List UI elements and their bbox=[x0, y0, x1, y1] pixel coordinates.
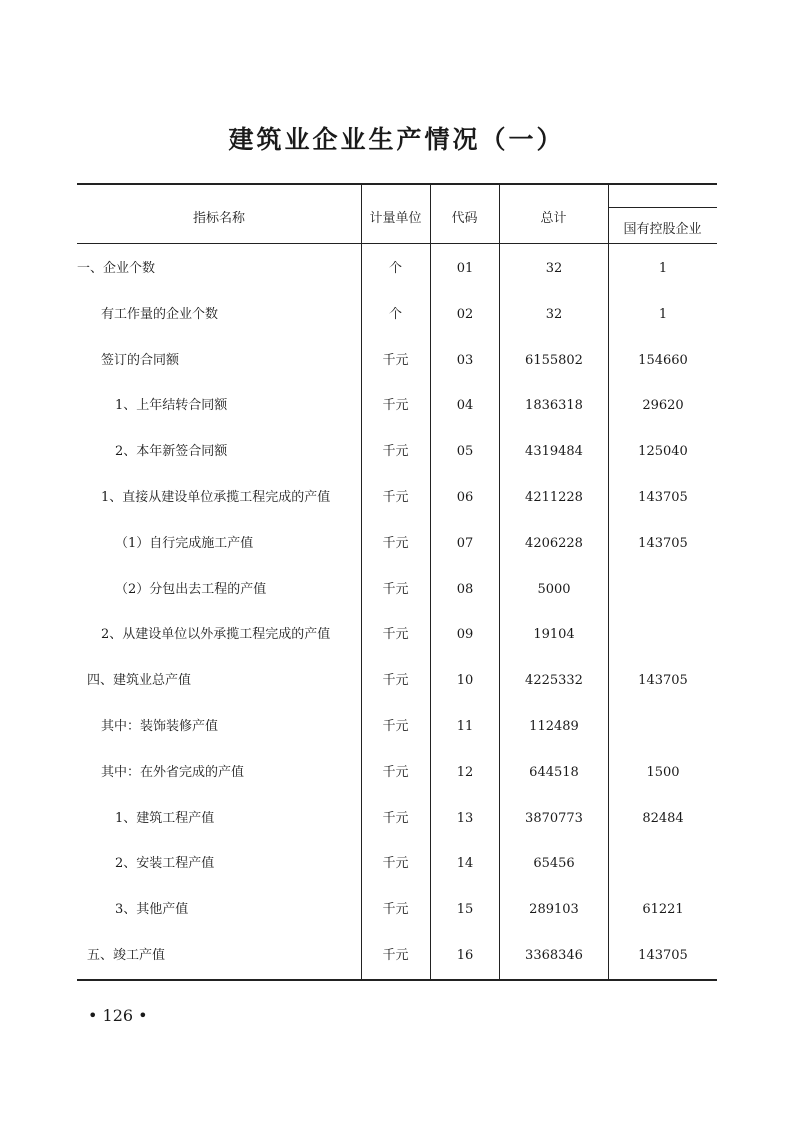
row-total: 19104 bbox=[533, 627, 575, 643]
table-row bbox=[77, 658, 717, 704]
row-state-owned: 61221 bbox=[642, 902, 684, 918]
row-code: 14 bbox=[456, 856, 474, 872]
table-row bbox=[77, 338, 717, 384]
row-indicator-name: 3、其他产值 bbox=[115, 902, 189, 918]
row-unit: 千元 bbox=[382, 398, 409, 414]
row-unit: 千元 bbox=[382, 673, 409, 689]
table-row bbox=[77, 383, 717, 429]
row-code: 01 bbox=[456, 261, 474, 276]
table-row bbox=[77, 612, 717, 658]
row-total: 1836318 bbox=[525, 398, 583, 414]
row-unit: 千元 bbox=[382, 352, 409, 368]
row-state-owned: 143705 bbox=[638, 535, 688, 551]
row-state-owned: 1 bbox=[658, 306, 668, 322]
row-code: 09 bbox=[456, 627, 474, 643]
row-unit: 千元 bbox=[382, 764, 409, 780]
row-unit: 千元 bbox=[382, 535, 409, 551]
row-state-owned: 1500 bbox=[646, 764, 680, 780]
row-unit: 个 bbox=[388, 261, 402, 276]
row-indicator-name: 1、建筑工程产值 bbox=[115, 810, 215, 826]
row-indicator-name: （1）自行完成施工产值 bbox=[115, 535, 254, 551]
row-indicator-name: 五、竣工产值 bbox=[87, 948, 166, 963]
header-total: 总计 bbox=[540, 211, 567, 226]
row-total: 5000 bbox=[537, 581, 571, 597]
row-code: 15 bbox=[456, 902, 474, 918]
table-row bbox=[77, 750, 717, 796]
row-indicator-name: 2、从建设单位以外承揽工程完成的产值 bbox=[101, 627, 331, 643]
row-indicator-name: 1、上年结转合同额 bbox=[115, 398, 228, 414]
row-unit: 千元 bbox=[382, 856, 409, 872]
row-indicator-name: （2）分包出去工程的产值 bbox=[115, 581, 267, 597]
row-code: 10 bbox=[456, 673, 474, 689]
row-code: 02 bbox=[456, 306, 474, 322]
row-state-owned: 125040 bbox=[638, 444, 688, 460]
row-indicator-name: 其中：装饰装修产值 bbox=[101, 719, 219, 734]
table-row bbox=[77, 704, 717, 750]
row-total: 32 bbox=[545, 261, 563, 276]
table-row bbox=[77, 475, 717, 521]
data-table bbox=[77, 183, 717, 981]
row-state-owned: 143705 bbox=[638, 948, 688, 963]
row-unit: 千元 bbox=[382, 810, 409, 826]
header-divider bbox=[77, 243, 717, 244]
row-unit: 千元 bbox=[382, 490, 409, 505]
header-state-owned: 国有控股企业 bbox=[623, 222, 702, 237]
row-indicator-name: 其中：在外省完成的产值 bbox=[101, 764, 245, 780]
row-indicator-name: 2、安装工程产值 bbox=[115, 856, 215, 872]
table-row bbox=[77, 887, 717, 933]
row-unit: 千元 bbox=[382, 581, 409, 597]
row-total: 4211228 bbox=[525, 490, 583, 505]
row-total: 112489 bbox=[529, 719, 579, 734]
row-unit: 千元 bbox=[382, 444, 409, 460]
row-state-owned: 143705 bbox=[638, 490, 688, 505]
row-state-owned: 143705 bbox=[638, 673, 688, 689]
table-row bbox=[77, 933, 717, 979]
row-unit: 千元 bbox=[382, 719, 409, 734]
row-total: 6155802 bbox=[525, 352, 583, 368]
row-total: 32 bbox=[545, 306, 563, 322]
row-state-owned: 29620 bbox=[642, 398, 684, 414]
header-unit: 计量单位 bbox=[369, 211, 422, 226]
table-row bbox=[77, 521, 717, 567]
row-indicator-name: 签订的合同额 bbox=[101, 352, 180, 368]
row-code: 04 bbox=[456, 398, 474, 414]
row-unit: 个 bbox=[388, 306, 402, 322]
row-indicator-name: 一、企业个数 bbox=[77, 261, 156, 276]
page-number: • 126 • bbox=[88, 1006, 148, 1025]
header-code: 代码 bbox=[451, 211, 478, 226]
row-total: 4225332 bbox=[525, 673, 583, 689]
table-row bbox=[77, 292, 717, 338]
row-code: 07 bbox=[456, 535, 474, 551]
table-row bbox=[77, 246, 717, 292]
row-unit: 千元 bbox=[382, 627, 409, 643]
row-indicator-name: 1、直接从建设单位承揽工程完成的产值 bbox=[101, 490, 331, 505]
row-code: 16 bbox=[456, 948, 474, 963]
group-header-line bbox=[608, 207, 717, 208]
row-indicator-name: 有工作量的企业个数 bbox=[101, 306, 219, 322]
row-code: 06 bbox=[456, 490, 474, 505]
row-total: 289103 bbox=[529, 902, 579, 918]
header-indicator-name: 指标名称 bbox=[192, 211, 245, 226]
row-total: 3368346 bbox=[525, 948, 583, 963]
row-code: 12 bbox=[456, 764, 474, 780]
row-state-owned: 154660 bbox=[638, 352, 688, 368]
row-unit: 千元 bbox=[382, 948, 409, 963]
row-indicator-name: 四、建筑业总产值 bbox=[87, 673, 192, 689]
row-indicator-name: 2、本年新签合同额 bbox=[115, 444, 228, 460]
row-code: 05 bbox=[456, 444, 474, 460]
row-total: 4319484 bbox=[525, 444, 583, 460]
row-state-owned: 82484 bbox=[642, 810, 684, 826]
table-row bbox=[77, 796, 717, 842]
table-row bbox=[77, 567, 717, 613]
row-code: 08 bbox=[456, 581, 474, 597]
row-total: 4206228 bbox=[525, 535, 583, 551]
row-total: 644518 bbox=[529, 764, 579, 780]
row-code: 13 bbox=[456, 810, 474, 826]
row-total: 3870773 bbox=[525, 810, 583, 826]
row-total: 65456 bbox=[533, 856, 575, 872]
row-state-owned: 1 bbox=[658, 261, 668, 276]
page-title: 建筑业企业生产情况（一） bbox=[228, 125, 565, 154]
table-row bbox=[77, 841, 717, 887]
row-code: 11 bbox=[456, 719, 474, 734]
table-row bbox=[77, 429, 717, 475]
row-unit: 千元 bbox=[382, 902, 409, 918]
row-code: 03 bbox=[456, 352, 474, 368]
